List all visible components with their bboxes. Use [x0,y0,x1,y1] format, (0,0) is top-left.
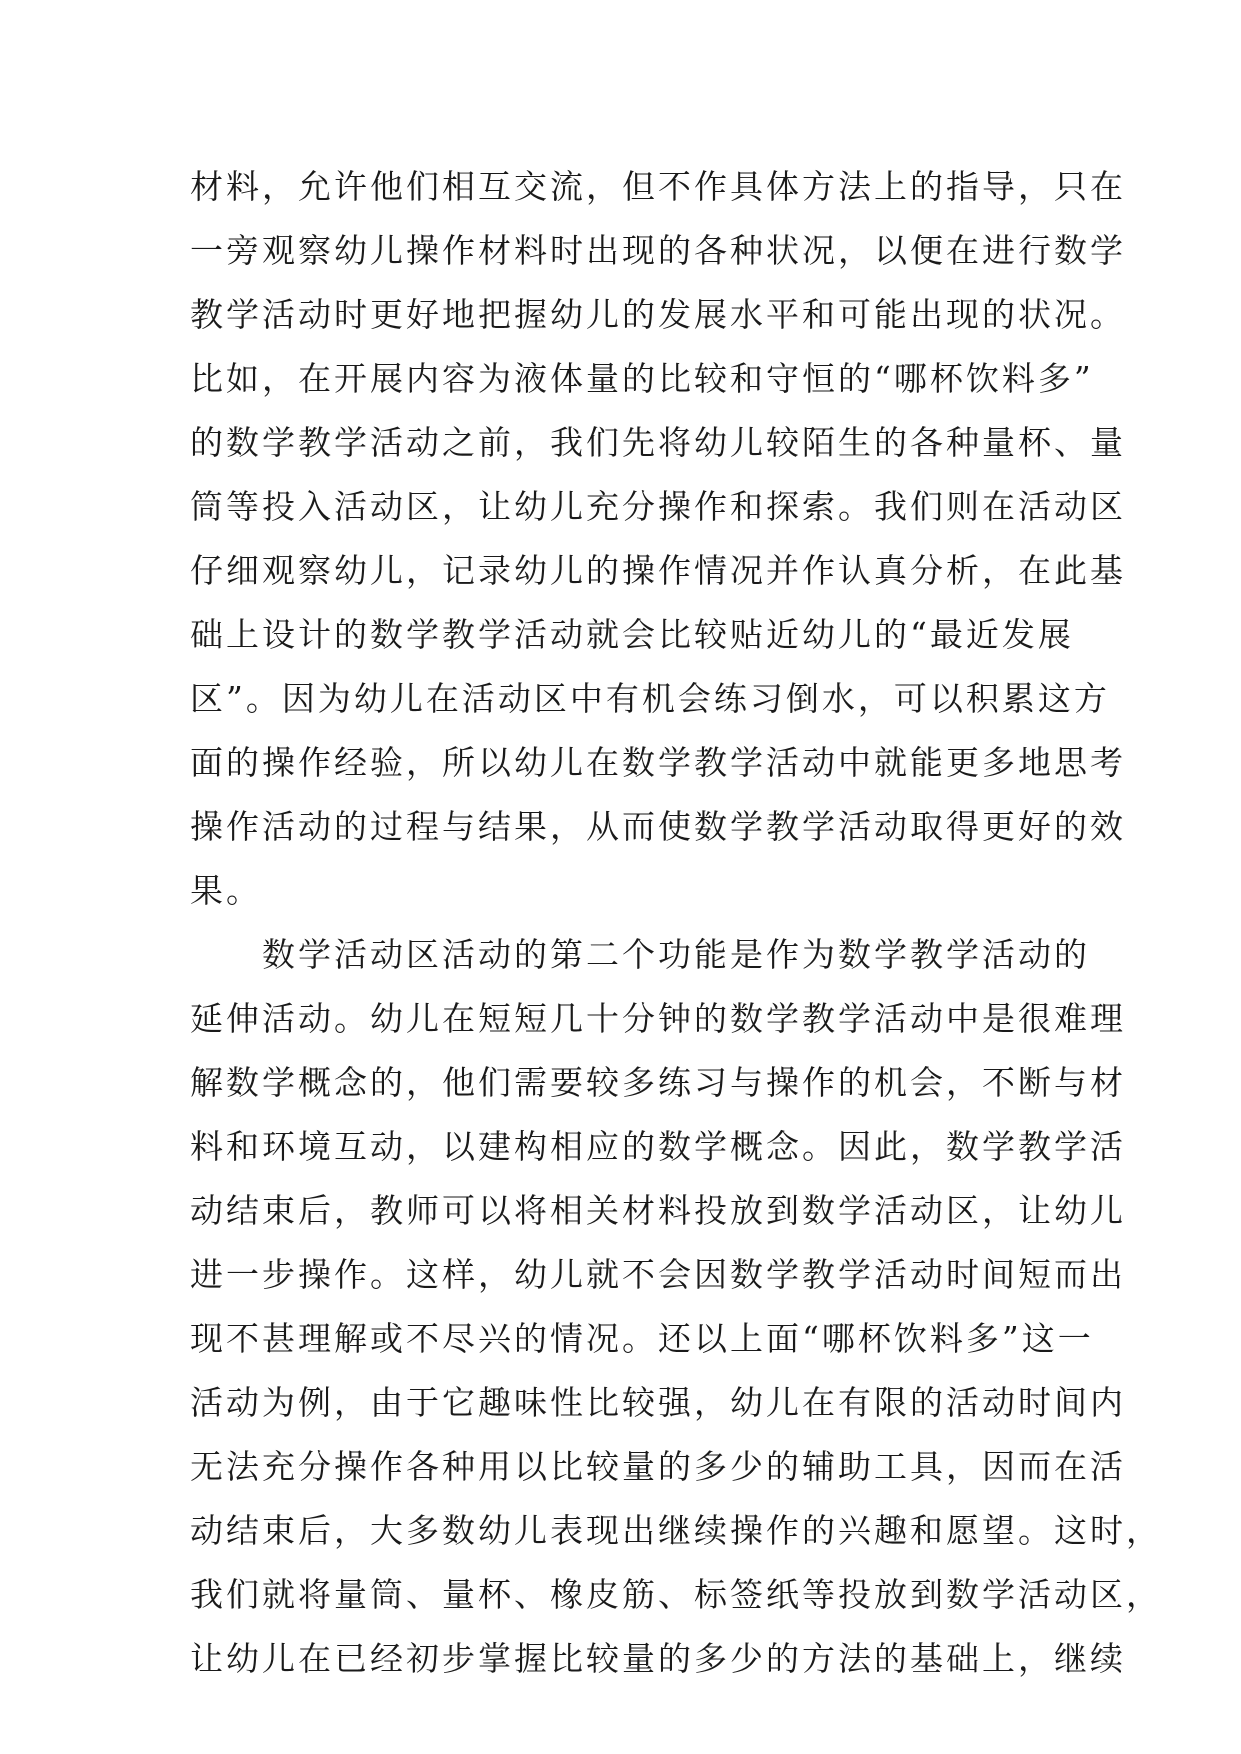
text-line: 面的操作经验，所以幼儿在数学教学活动中就能更多地思考 [190,743,1126,782]
text-line: 现不甚理解或不尽兴的情况。还以上面“哪杯饮料多”这一 [190,1319,1094,1358]
text-line: 果。 [190,871,262,910]
paragraph-1 [190,155,1126,923]
text-line: 一旁观察幼儿操作材料时出现的各种状况，以便在进行数学 [190,231,1126,270]
text-line: 仔细观察幼儿，记录幼儿的操作情况并作认真分析，在此基 [190,551,1126,590]
text-line: 无法充分操作各种用以比较量的多少的辅助工具，因而在活 [190,1447,1126,1486]
text-line: 教学活动时更好地把握幼儿的发展水平和可能出现的状况。 [190,295,1126,334]
text-line: 进一步操作。这样，幼儿就不会因数学教学活动时间短而出 [190,1255,1126,1294]
text-line: 我们就将量筒、量杯、橡皮筋、标签纸等投放到数学活动区， [190,1575,1162,1614]
text-line: 区”。因为幼儿在活动区中有机会练习倒水，可以积累这方 [190,679,1110,718]
text-line: 的数学教学活动之前，我们先将幼儿较陌生的各种量杯、量 [190,423,1126,462]
paragraph-2 [190,923,1162,1691]
text-line: 比如，在开展内容为液体量的比较和守恒的“哪杯饮料多” [190,359,1094,398]
text-line: 让幼儿在已经初步掌握比较量的多少的方法的基础上，继续 [190,1639,1126,1678]
text-line: 料和环境互动，以建构相应的数学概念。因此，数学教学活 [190,1127,1126,1166]
text-line: 活动为例，由于它趣味性比较强，幼儿在有限的活动时间内 [190,1383,1126,1422]
text-line: 解数学概念的，他们需要较多练习与操作的机会，不断与材 [190,1063,1126,1102]
text-line: 筒等投入活动区，让幼儿充分操作和探索。我们则在活动区 [190,487,1126,526]
body-text [190,155,1162,1691]
text-line: 动结束后，大多数幼儿表现出继续操作的兴趣和愿望。这时， [190,1511,1162,1550]
text-line: 数学活动区活动的第二个功能是作为数学教学活动的 [262,935,1090,974]
text-line: 础上设计的数学教学活动就会比较贴近幼儿的“最近发展 [190,615,1074,654]
text-line: 动结束后，教师可以将相关材料投放到数学活动区，让幼儿 [190,1191,1126,1230]
text-line: 操作活动的过程与结果，从而使数学教学活动取得更好的效 [190,807,1126,846]
text-line: 材料，允许他们相互交流，但不作具体方法上的指导，只在 [190,167,1126,206]
text-line: 延伸活动。幼儿在短短几十分钟的数学教学活动中是很难理 [190,999,1126,1038]
